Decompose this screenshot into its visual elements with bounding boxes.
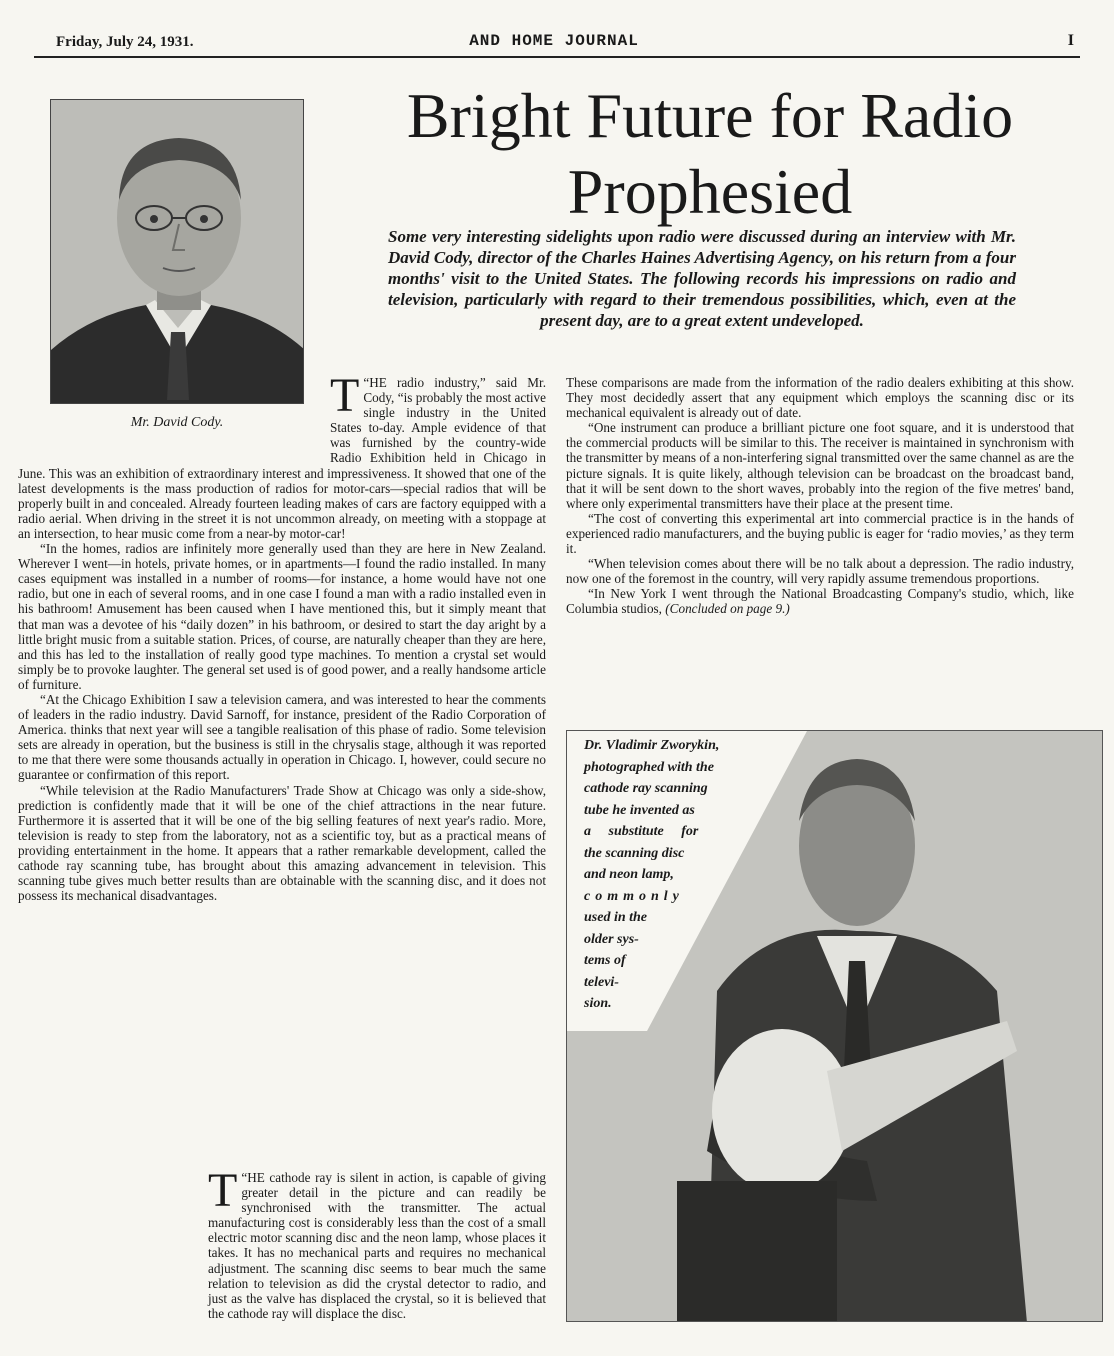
headline-line-2: Prophesied <box>567 156 853 227</box>
right-paragraph-5 <box>566 586 1074 616</box>
caption-line: older sys- <box>584 931 639 947</box>
caption-line: sion. <box>584 996 612 1011</box>
photo-caption <box>584 735 719 1015</box>
article-right-column <box>566 375 1074 617</box>
right-paragraph-1: These comparisons are made from the information of the radio dealers exhibiting at this show. They most decidedly assert that any equipment which employs the scanning disc or its mechanical equivalent is already out of date. <box>566 375 1074 421</box>
portrait-spacer <box>18 375 330 463</box>
article-left-column <box>18 369 546 904</box>
caption-line: used in the <box>584 910 648 925</box>
caption-line: televi- <box>584 974 619 990</box>
page-number: I <box>1067 32 1074 49</box>
caption-line: and neon lamp, <box>584 867 674 882</box>
publication-title: AND HOME JOURNAL <box>469 32 639 50</box>
article-subheading: Some very interesting sidelights upon radio were discussed during an interview with Mr. David Cody, director of the Charles Haines Advertising Agency, on his return from a four months' visit to the United States. The following records his impressions on radio and television, particularly with regard to their tremendous possibilities, which, even at the present day, are to a great extent undeveloped. <box>388 227 1016 330</box>
caption-line: the scanning disc <box>584 845 685 861</box>
drop-cap: T <box>208 1164 238 1217</box>
drop-cap: T <box>330 369 360 422</box>
portrait-illustration <box>51 100 304 404</box>
header-rule <box>34 56 1080 58</box>
article-left-column-bottom <box>18 1164 546 1321</box>
headline-line-1: Bright Future for Radio <box>406 80 1014 151</box>
quote-open: “ <box>363 375 370 390</box>
caption-line: cathode ray scanning <box>584 781 708 796</box>
paragraph-5-text: HE cathode ray is silent in action, is capable of giving greater detail in the picture and can readily be synchronised with the transmitter. The actual manufacturing cost is considerably less than the cost of a small electric motor scanning disc and the neon lamp, whose places it takes. It has no mechanical parts and requires no mechanical adjustment. The scanning disc seems to bear much the same relation to television as did the crystal detector to radio, and just as the valve has displaced the crystal, so it is believed that the cathode ray will displace the disc. <box>208 1170 546 1321</box>
issue-date: Friday, July 24, 1931. <box>56 34 194 50</box>
caption-line: tube he invented as <box>584 802 695 818</box>
continuation-note: (Concluded on page 9.) <box>665 601 790 617</box>
paragraph-5 <box>18 1164 546 1321</box>
right-paragraph-2: “One instrument can produce a brilliant picture one foot square, and it is understood that the commercial products will be similar to this. The receiver is maintained in synchronism with the transmitter by means of a non-interfering signal transmitted over the same channel as are the picture signals. It is quite likely, although television can be broadcast on the broadcast band, that it will be sent down to the short waves, probably into the region of the five metres' band, where only experimental transmitters have their place at the present time. <box>566 420 1074 511</box>
paragraph-2: “In the homes, radios are infinitely more generally used than they are here in New Zealand. Wherever I went—in hotels, private homes, or in apartments—I found the radio installed. In many cases equipment was installed in a number of rooms—for instance, a home would have not one radio, but one in each of several rooms, and in one case I found a man with a radio installed even in his bathroom! Amusement has been caused when I have mentioned this, but it simply meant that that man was a devotee of his “daily dozen” in his bathroom, or desired to start the day aright by a little bright music from a suitable station. Prices, of course, are naturally cheaper than they are here, and this has led to the installation of really good type machines. To mention a crystal set would simply be to provoke laughter. The general set used is of good power, and a really handsome article of furniture. <box>18 541 546 692</box>
article-headline <box>340 78 1080 230</box>
paragraph-3: “At the Chicago Exhibition I saw a television camera, and was interested to hear the comments of leaders in the radio industry. David Sarnoff, for instance, president of the Radio Corporation of America. thinks that next year will see a tangible realisation of this phase of radio. Some television sets are already in operation, but the business is still in the chrysalis stage, although it was reported to me that there were some thousands actually in operation in Chicago. I, however, could secure no guarantee or confirmation of this report. <box>18 691 546 783</box>
right-paragraph-3: “The cost of converting this experimental art into commercial practice is in the hands of experienced radio manufacturers, and the buying public is eager for ‘radio movies,’ as they term it. <box>566 510 1074 557</box>
right-paragraph-4: “When television comes about there will be no talk about a depression. The radio industry, now one of the foremost in the country, will very rapidly assume tremendous proportions. <box>566 556 1074 587</box>
right-paragraph-5-text: “In New York I went through the National Broadcasting Company's studio, which, like Columbia studios, <box>566 586 1074 617</box>
paragraph-4: “While television at the Radio Manufacturers' Trade Show at Chicago was only a side-show, prediction is confidently made that it will be one of the chief attractions in the near future. Furthermore it is asserted that it will be one of the big selling features of next year's radio. More, television is ready to step from the laboratory, not as a scientific toy, but as a practical means of providing entertainment in the home. It appears that a rather remarkable development, called the cathode ray scanning tube, has brought about this amazing advancement in television. This scanning tube gives much better results than are obtainable with the scanning disc, and it does not possess its mechanical disadvantages. <box>18 782 546 904</box>
page-header <box>34 30 1074 56</box>
caption-line: Dr. Vladimir Zworykin, <box>584 738 720 753</box>
portrait-photo-david-cody <box>50 99 304 404</box>
quote-open: “ <box>241 1170 248 1185</box>
caption-line: tems of <box>584 953 626 968</box>
caption-line: photographed with the <box>584 759 714 775</box>
caption-line: a substitute for <box>584 824 699 839</box>
paragraph-1-text: HE radio industry,” said Mr. Cody, “is probably the most active single industry in the United States to-day. Ample evidence of that was furnished by the country-wide Radio Exhibition held in Chicago in June. This was an exhibition of extraordinary interest and impressiveness. It showed that one of the latest developments is the mass production of radios for motor-cars—special radios that will be properly built in and concealed. Already fourteen leading makes of cars are factory equipped with a radio aerial. When driving in the street it is not uncommon already, on meeting with a stoppage at an intersection, to hear music come from a near-by motor-car! <box>18 375 546 541</box>
portrait-caption: Mr. David Cody. <box>130 415 224 430</box>
caption-line: commonly <box>584 888 684 904</box>
